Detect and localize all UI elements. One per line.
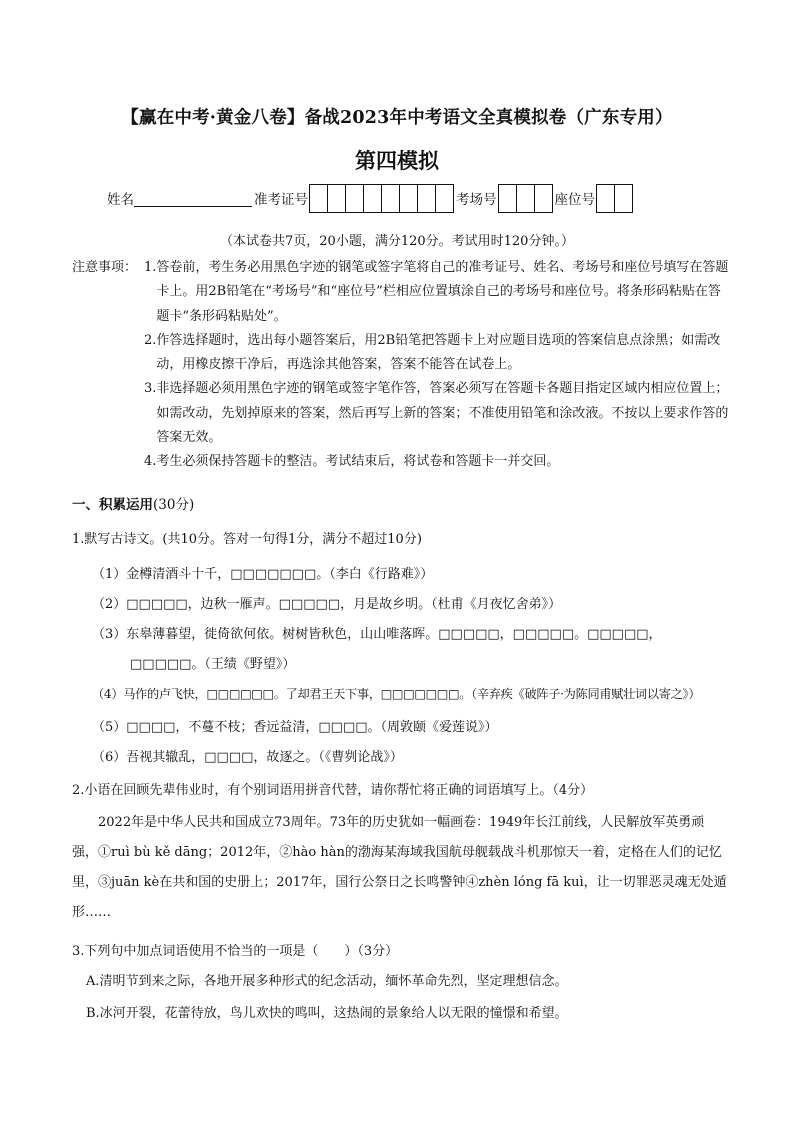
page-title: 【赢在中考·黄金八卷】备战2023年中考语文全真模拟卷（广东专用）	[121, 108, 673, 128]
digit-box[interactable]	[417, 184, 436, 213]
question-3-stem: 3.下列句中加点词语使用不恰当的一项是（ ）（3分）	[72, 944, 399, 959]
digit-box[interactable]	[516, 184, 535, 213]
candidate-info-row	[107, 183, 635, 213]
note-num: 4.	[144, 454, 157, 470]
notes-block	[72, 256, 732, 475]
digit-box[interactable]	[435, 184, 454, 213]
exam-id-boxes[interactable]	[310, 184, 454, 213]
name-label: 姓名	[107, 192, 134, 208]
note-item	[72, 329, 732, 378]
section-heading	[72, 493, 194, 513]
notes-lead: 注意事项：	[72, 260, 138, 275]
q1-line: （5）□□□□，不蔓不枝；香远益清，□□□□。（周敦颐《爱莲说》）	[92, 720, 498, 735]
note-num: 1.	[144, 260, 157, 275]
q3-option: A.清明节到来之际，各地开展多种形式的纪念活动，缅怀革命先烈，坚定理想信念。	[86, 974, 568, 989]
digit-box[interactable]	[534, 184, 553, 213]
note-item	[72, 256, 732, 329]
exam-id-label: 准考证号	[254, 192, 308, 208]
note-num: 3.	[144, 381, 157, 397]
q1-line: （4）马作的卢飞快，□□□□□□。了却君王天下事，□□□□□□□。（辛弃疾《破阵子·为陈同甫赋壮词以寄之》）	[92, 687, 701, 701]
digit-box[interactable]	[327, 184, 346, 213]
page-subtitle: 第四模拟	[355, 149, 439, 173]
note-item	[72, 377, 732, 450]
room-label: 考场号	[456, 192, 497, 208]
note-text: 作答选择题时，选出每小题答案后，用2B铅笔把答题卡上对应题目选项的答案信息点涂黑；如需改动，用橡皮擦干净后，再选涂其他答案，答案不能答在试卷上。	[156, 332, 721, 373]
q1-line: （1）金樽清酒斗十千，□□□□□□□。（李白《行路难》）	[92, 567, 434, 582]
digit-box[interactable]	[381, 184, 400, 213]
name-field[interactable]	[134, 190, 252, 207]
digit-box[interactable]	[345, 184, 364, 213]
exam-info: （本试卷共7页，20小题，满分120分。考试用时120分钟。）	[220, 234, 574, 249]
q1-line: （2）□□□□□，边秋一雁声。□□□□□，月是故乡明。（杜甫《月夜忆舍弟》）	[92, 597, 562, 612]
note-text: 答卷前，考生务必用黑色字迹的钢笔或签字笔将自己的准考证号、姓名、考场号和座位号填写在答题卡上。用2B铅笔在“考场号”和“座位号”栏相应位置填涂自己的考场号和座位号。将条形码粘贴在答题卡“条形码粘贴处”。	[156, 260, 729, 324]
q3-option: B.冰河开裂，花蕾待放，鸟儿欢快的鸣叫，这热闹的景象给人以无限的憧憬和希望。	[86, 1006, 568, 1021]
digit-box[interactable]	[399, 184, 418, 213]
note-text: 非选择题必须用黑色字迹的钢笔或签字笔作答，答案必须写在答题卡各题目指定区域内相应位置上；如需改动，先划掉原来的答案，然后再写上新的答案；不准使用铅笔和涂改液。不按以上要求作答的答案无效。	[156, 381, 729, 446]
q1-line: （3）东皋薄暮望，徙倚欲何依。树树皆秋色，山山唯落晖。□□□□□，□□□□□。□□□□□，	[92, 627, 662, 642]
section-score: (30分)	[153, 497, 195, 513]
note-item	[72, 450, 732, 474]
section-title: 一、积累运用	[72, 497, 153, 513]
digit-box[interactable]	[309, 184, 328, 213]
digit-box[interactable]	[498, 184, 517, 213]
seat-label: 座位号	[554, 192, 595, 208]
seat-boxes[interactable]	[597, 184, 633, 213]
q1-line: □□□□□。（王绩《野望》）	[130, 657, 296, 672]
question-1-stem: 1.默写古诗文。(共10分。答对一句得1分，满分不超过10分)	[72, 532, 422, 547]
room-boxes[interactable]	[499, 184, 553, 213]
note-text: 考生必须保持答题卡的整洁。考试结束后，将试卷和答题卡一并交回。	[156, 454, 560, 470]
q2-passage: 2022年是中华人民共和国成立73周年。73年的历史犹如一幅画卷：1949年长江前线，人民解放军英勇顽强，①ruì bù kě dāng；2012年，②hào hàn的渤海某海域我国航母舰载战斗机那惊天一着，定格在人们的记忆里，③juān kè在共和国的史册上；2017年，国行公祭日之长鸣警钟④zhèn lóng fā kuì，让一切罪恶灵魂无处遁形……	[72, 815, 727, 920]
digit-box[interactable]	[596, 184, 615, 213]
note-num: 2.	[144, 332, 157, 348]
question-2-stem: 2.小语在回顾先辈伟业时，有个别词语用拼音代替，请你帮忙将正确的词语填写上。（4分）	[72, 783, 594, 798]
digit-box[interactable]	[363, 184, 382, 213]
q1-line: （6）吾视其辙乱，□□□□，故逐之。（《曹刿论战》）	[92, 750, 403, 765]
digit-box[interactable]	[614, 184, 633, 213]
